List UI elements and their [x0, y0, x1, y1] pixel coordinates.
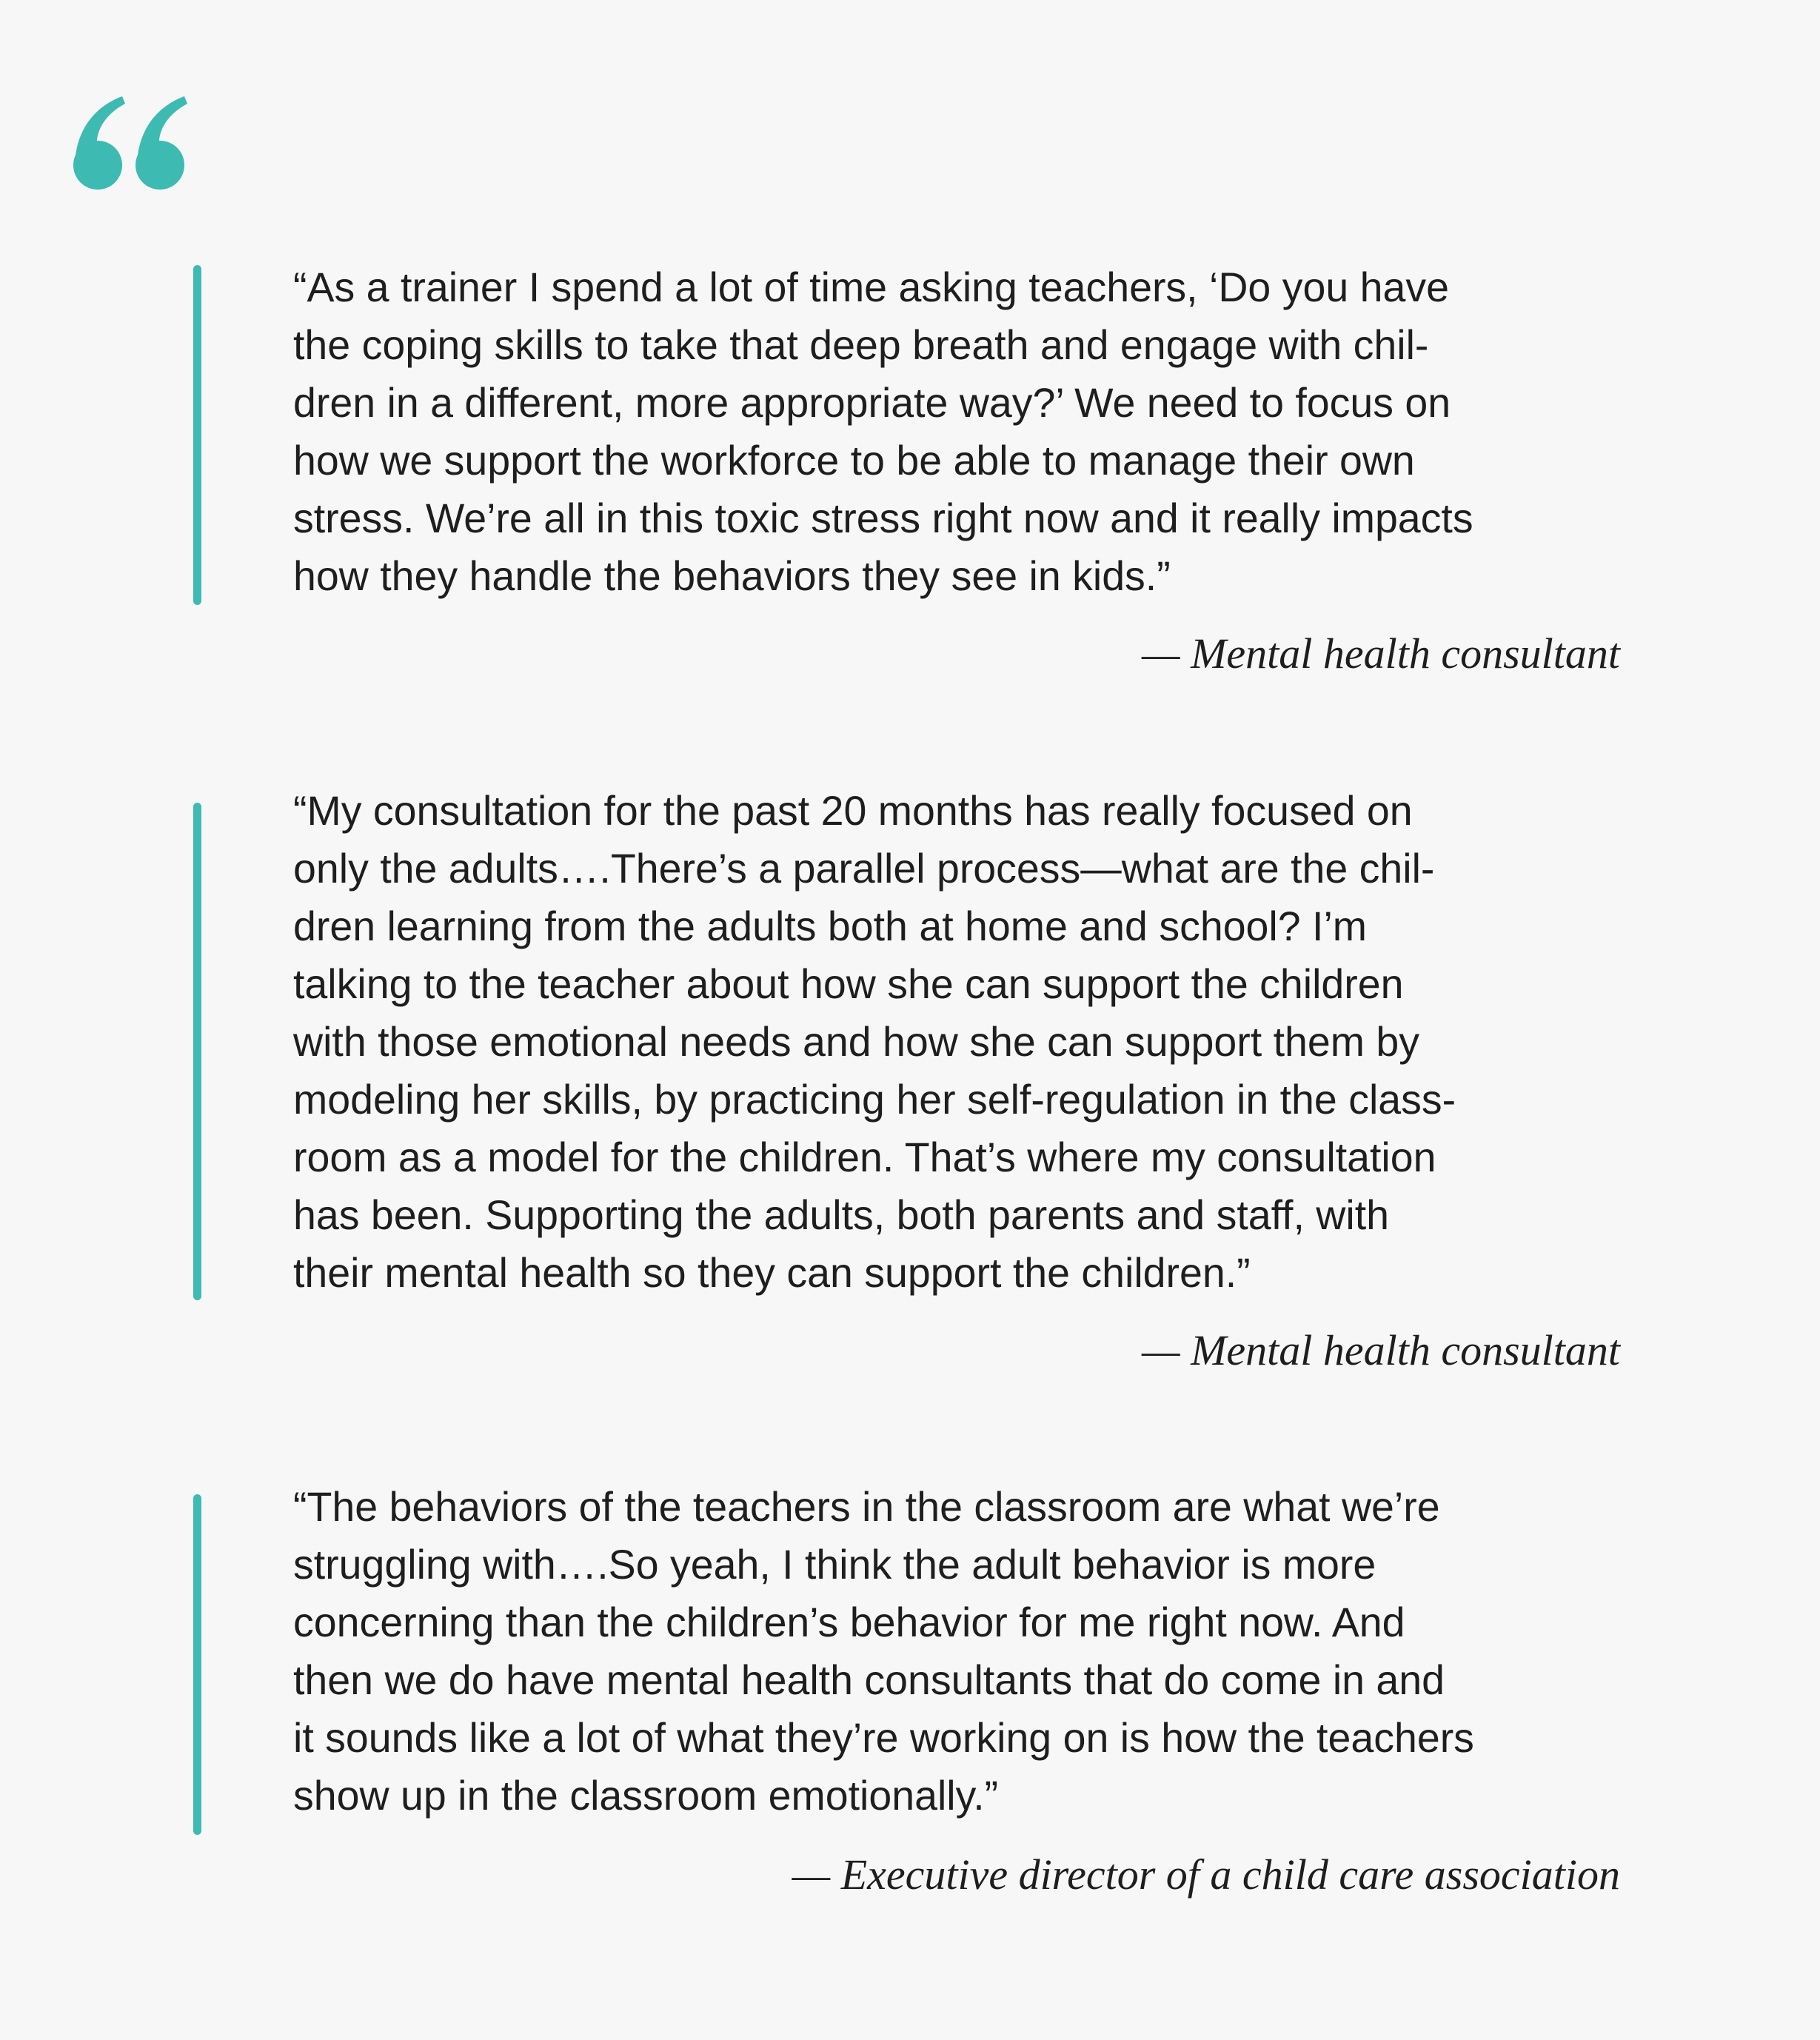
quote-line: modeling her skills, by practicing her self-regulation in the class-: [293, 1077, 1456, 1123]
quote-attribution: — Executive director of a child care association: [792, 1850, 1620, 1899]
quote-line: concerning than the children’s behavior for me right now. And: [293, 1599, 1405, 1645]
quote-line: talking to the teacher about how she can support the children: [293, 961, 1404, 1007]
quote-line: then we do have mental health consultants that do come in and: [293, 1657, 1445, 1703]
quote-accent-bar: [193, 803, 201, 1300]
quote-text: [293, 258, 1645, 605]
quote-line: has been. Supporting the adults, both parents and staff, with: [293, 1192, 1389, 1238]
opening-quotation-mark-icon: [72, 95, 190, 198]
quote-line: dren learning from the adults both at home and school? I’m: [293, 903, 1368, 949]
quote-line: stress. We’re all in this toxic stress right now and it really impacts: [293, 495, 1473, 541]
quote-line: “The behaviors of the teachers in the classroom are what we’re: [293, 1484, 1440, 1530]
quote-attribution: — Mental health consultant: [1142, 629, 1620, 678]
quote-line: how they handle the behaviors they see in kids.”: [293, 553, 1171, 599]
quote-line: how we support the workforce to be able to manage their own: [293, 438, 1415, 484]
quote-text: [293, 1478, 1645, 1825]
quote-line: “My consultation for the past 20 months has really focused on: [293, 788, 1413, 834]
quote-line: it sounds like a lot of what they’re working on is how the teachers: [293, 1715, 1474, 1761]
quote-line: only the adults….There’s a parallel process—what are the chil-: [293, 846, 1435, 892]
quote-line: struggling with….So yeah, I think the adult behavior is more: [293, 1542, 1376, 1588]
quote-line: “As a trainer I spend a lot of time asking teachers, ‘Do you have: [293, 264, 1449, 310]
quote-accent-bar: [193, 265, 201, 605]
quote-line: dren in a different, more appropriate way?’ We need to focus on: [293, 380, 1451, 426]
quote-line: the coping skills to take that deep breath and engage with chil-: [293, 322, 1429, 368]
quote-accent-bar: [193, 1494, 201, 1835]
quote-attribution: — Mental health consultant: [1142, 1326, 1620, 1374]
quote-line: room as a model for the children. That’s where my consultation: [293, 1134, 1436, 1180]
quote-line: their mental health so they can support the children.”: [293, 1250, 1251, 1296]
quote-line: with those emotional needs and how she can support them by: [293, 1019, 1420, 1065]
quote-line: show up in the classroom emotionally.”: [293, 1773, 999, 1819]
quote-text: [293, 782, 1645, 1302]
